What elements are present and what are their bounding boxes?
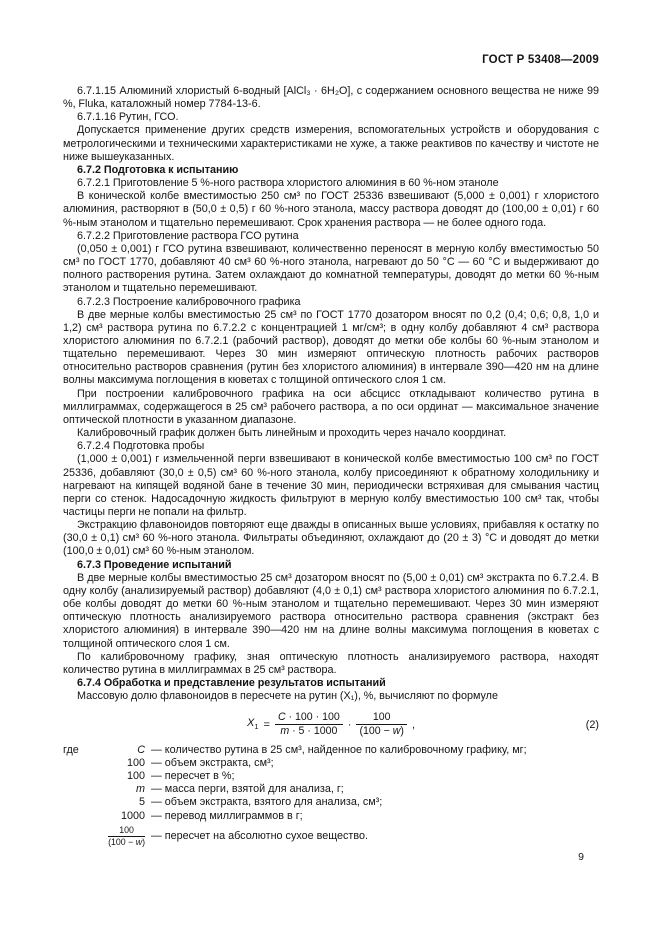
legend-row-100a (63, 757, 599, 770)
clause-6-7-1-16: 6.7.1.16 Рутин, ГСО. (77, 111, 179, 124)
legend-fraction-numerator: 100 (108, 825, 145, 837)
formula-lhs (247, 717, 259, 731)
legend-row-5 (63, 796, 599, 809)
fraction-2 (356, 711, 406, 737)
legend-definition: — перевод миллиграммов в г; (151, 809, 303, 822)
legend-definition: — объем экстракта, см³; (151, 756, 274, 769)
page-number: 9 (578, 851, 584, 863)
legend-row-100b (63, 770, 599, 783)
legend-term: 100 (126, 770, 145, 783)
legend-definition: — пересчет в %; (151, 770, 235, 783)
formula-comma: , (411, 718, 415, 731)
formula-expression (247, 711, 415, 737)
clause-6-7-2-1: 6.7.2.1 Приготовление 5 %-ного раствора хлористого алюминия в 60 %-ном этаноле (77, 177, 499, 190)
legend-row-c (63, 744, 599, 757)
heading-6-7-3: 6.7.3 Проведение испытаний (77, 558, 232, 571)
para-6-7-2-3-body-3: Калибровочный график должен быть линейным и проходить через начало координат. (77, 427, 507, 440)
formula-subscript: 1 (254, 722, 259, 732)
page-content (63, 54, 599, 848)
fraction-1-denominator (275, 725, 343, 738)
fraction-2-numerator: 100 (356, 711, 406, 725)
legend-row-m (63, 783, 599, 796)
legend-term: 100 (126, 756, 145, 769)
legend-term: m (136, 783, 145, 796)
legend-term: С (137, 743, 145, 756)
denominator-open: (100 − (108, 836, 136, 847)
legend-term: 5 (138, 796, 145, 809)
para-6-7-3-body-2: По калибровочному графику, зная оптическую плотность анализируемого раствора, находят количество рутина в миллиграммах в 25 см³ раствора. (63, 650, 599, 676)
legend-fraction (108, 825, 145, 848)
legend-row-fraction (63, 825, 599, 848)
clause-6-7-1-15: 6.7.1.15 Алюминий хлористый 6-водный [AlCl₃ · 6H₂O], с содержанием основного вещества не ниже 99 %, Fluka, каталожный номер 7784-13-6. (63, 85, 599, 111)
legend-row-1000 (63, 810, 599, 823)
formula-variable-x: X (247, 717, 255, 730)
para-other-means: Допускается применение других средств измерения, вспомогательных устройств и оборудования с метрологическими и техническими характеристиками не хуже, а также реактивов по качеству и чистоте не ниже вышеуказанных. (63, 124, 599, 163)
variable-m: m (280, 725, 290, 738)
fraction-2-denominator (356, 725, 406, 738)
legend-definition: — объем экстракта, взятого для анализа, см³; (151, 796, 383, 809)
clause-6-7-2-4: 6.7.2.4 Подготовка пробы (77, 440, 205, 453)
variable-w: w (135, 836, 143, 847)
para-6-7-2-3-body-2: При построении калибровочного графика на оси абсцисс откладывают количество рутина в миллиграммах, содержащегося в 25 см³ рабочего раствора, а по оси ординат — максимальное значение оптической плотности в указанном диапазоне. (63, 387, 599, 426)
denominator-factors: · 5 · 1000 (289, 725, 338, 738)
denominator-close: ) (142, 836, 145, 847)
clause-6-7-2-2: 6.7.2.2 Приготовление раствора ГСО рутина (77, 229, 299, 242)
clause-6-7-2-3: 6.7.2.3 Построение калибровочного графика (77, 295, 301, 308)
para-6-7-2-3-body-1: В две мерные колбы вместимостью 25 см³ по ГОСТ 1770 дозатором вносят по 0,2 (0,4; 0,6; 0,8, 1,0 и 1,2) см³ раствора рутина по 6.7.2.2 с концентрацией 1 мг/см³; в одну колбу добавляют 4 см³ раствора хлористого алюминия по 6.7.2.1 (рабочий раствор), доводят до метки обе колбы 60 %-ным этанолом и тщательно перемешивают. Через 30 мин измеряют оптическую плотность рабочих растворов относительно растворов сравнения (рутин без хлористого алюминия) в интервале 390—420 нм на длине волны максимума поглощения в кюветах с толщиной оптического слоя 1 см. (63, 308, 599, 387)
fraction-1 (275, 711, 343, 737)
legend-definition: — пересчет на абсолютно сухое вещество. (151, 829, 368, 842)
formula-number: (2) (585, 718, 599, 731)
heading-6-7-2: 6.7.2 Подготовка к испытанию (77, 163, 239, 176)
legend-definition: — масса перги, взятой для анализа, г; (151, 783, 344, 796)
equals-sign: = (263, 718, 270, 731)
document-header: ГОСТ Р 53408—2009 (482, 54, 599, 66)
denominator-open: (100 − (359, 725, 393, 738)
legend-term: 1000 (120, 809, 145, 822)
para-6-7-3-body-1: В две мерные колбы вместимостью 25 см³ дозатором вносят по (5,00 ± 0,01) см³ экстракта по 6.7.2.4. В одну колбу (анализируемый раствор) добавляют (4,0 ± 0,1) см³ раствора хлористого алюминия по 6.7.2.1, обе колбы доводят до метки 60 %-ным этанолом и тщательно перемешивают. Через 30 мин измеряют оптическую плотность анализируемого раствора относительно раствора сравнения (экстракт без хлористого алюминия) в интервале 390—420 нм на длине волны максимума поглощения в кюветах с толщиной оптического слоя 1 см. (63, 571, 599, 650)
formula-2 (63, 711, 599, 737)
legend-fraction-denominator (108, 837, 145, 848)
legend-term (95, 825, 145, 848)
denominator-close: ) (400, 725, 404, 738)
para-6-7-2-1-body: В конической колбе вместимостью 250 см³ по ГОСТ 25336 взвешивают (5,000 ± 0,001) г хлористого алюминия, растворяют в (50,0 ± 0,5) г 60 %-ного этанола, массу раствора доводят до (100,00 ± 0,01) г 60 %-ным этанолом и тщательно перемешивают. Срок хранения раствора — не более одного года. (63, 190, 599, 229)
para-6-7-2-4-body-2: Экстракцию флавоноидов повторяют еще дважды в описанных выше условиях, прибавляя к остатку по (30,0 ± 0,1) см³ 60 %-ного этанола. Фильтраты объединяют, охлаждают до (20 ± 3) °С и доводят до метки (100,0 ± 0,01) см³ 60 %-ным этанолом. (63, 519, 599, 558)
variable-c: C (277, 711, 286, 724)
para-6-7-2-4-body-1: (1,000 ± 0,001) г измельченной перги взвешивают в конической колбе вместимостью 100 см³ по ГОСТ 25336, добавляют (30,0 ± 0,5) см³ 60 %-ного этанола, колбу присоединяют к обратному холодильнику и нагревают на кипящей водяной бане в течение 30 мин, периодически встряхивая для смывания частиц перги со стенок. Надосадочную жидкость фильтруют в мерную колбу вместимостью 100 см³ так, чтобы частицы перги не попали на фильтр. (63, 453, 599, 518)
para-6-7-4-intro: Массовую долю флавоноидов в пересчете на рутин (X₁), %, вычисляют по формуле (77, 690, 498, 703)
legend-intro: где (63, 743, 79, 756)
formula-legend (63, 744, 599, 848)
multiplication-dot: · (347, 718, 352, 731)
para-6-7-2-2-body: (0,050 ± 0,001) г ГСО рутина взвешивают, количественно переносят в мерную колбу вместимостью 50 см³ по ГОСТ 1770, добавляют 40 см³ 60 %-ного этанола, нагревают до 50 °С — 60 °С и выдерживают до полного растворения рутина. Затем охлаждают до комнатной температуры, доводят до метки 60 %-ным этанолом и тщательно перемешивают. (63, 242, 599, 295)
variable-w: w (392, 725, 401, 738)
numerator-factors: · 100 · 100 (285, 711, 340, 724)
fraction-1-numerator (275, 711, 343, 725)
legend-definition: — количество рутина в 25 см³, найденное по калибровочному графику, мг; (151, 743, 527, 756)
heading-6-7-4: 6.7.4 Обработка и представление результатов испытаний (77, 677, 386, 690)
